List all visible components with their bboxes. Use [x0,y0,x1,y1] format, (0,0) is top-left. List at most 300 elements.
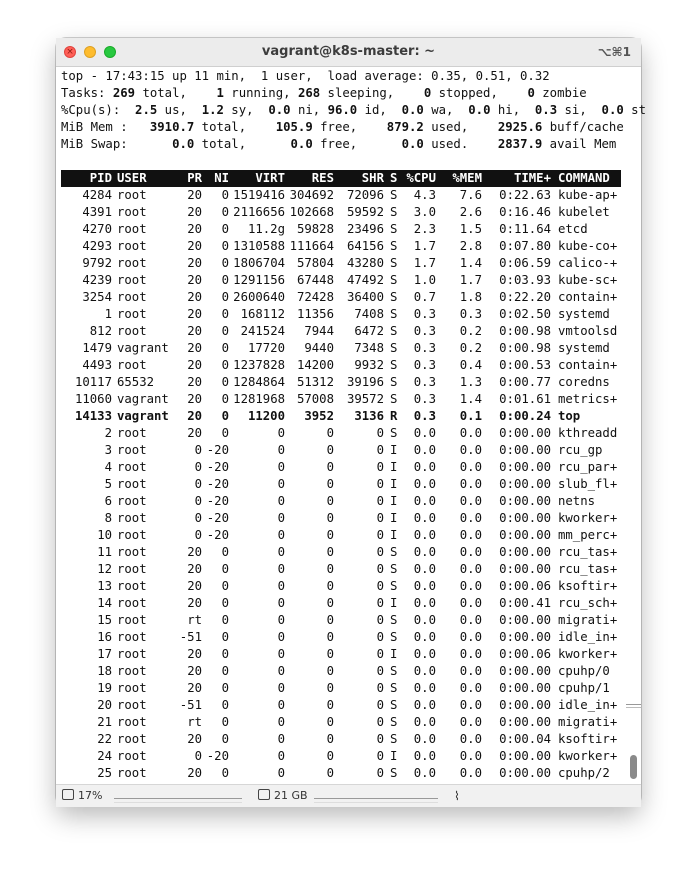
cell-virt: 0 [277,443,285,457]
cell-mem: 0.4 [459,358,482,372]
cell-cpu: 0.3 [413,392,436,406]
cell-pr: 0 [194,477,202,491]
cell-cpu: 0.3 [413,409,436,423]
cell-ni: 0 [221,562,229,576]
cell-virt: 0 [277,732,285,746]
cell-pr: -51 [179,630,202,644]
cell-time: 0:00.06 [499,647,551,661]
table-row [61,442,621,459]
cell-state: S [390,664,398,678]
cell-pid: 4284 [82,188,112,202]
cell-command: etcd [558,222,588,236]
scrollbar-thumb[interactable] [630,755,637,779]
cell-virt: 0 [277,596,285,610]
cell-pid: 18 [97,664,112,678]
cell-shr: 0 [376,528,384,542]
cell-user: root [117,732,147,746]
cell-user: root [117,443,147,457]
table-row [61,629,621,646]
cell-mem: 0.0 [459,528,482,542]
cell-pid: 14133 [74,409,112,423]
cell-command: contain+ [558,290,618,304]
cell-shr: 6472 [354,324,384,338]
cell-ni: 0 [221,766,229,780]
cell-res: 67448 [296,273,334,287]
cell-pid: 3254 [82,290,112,304]
cell-state: S [390,307,398,321]
cell-pid: 13 [97,579,112,593]
column-header-shr: SHR [361,171,384,185]
close-icon: × [66,47,74,57]
cell-user: root [117,494,147,508]
column-header-res: RES [311,171,334,185]
cell-user: root [117,715,147,729]
cell-user: root [117,613,147,627]
cell-shr: 0 [376,579,384,593]
cell-cpu: 0.0 [413,545,436,559]
cell-pid: 20 [97,698,112,712]
cell-ni: -20 [206,494,229,508]
cell-command: top [558,409,581,423]
cell-mem: 0.0 [459,613,482,627]
cell-ni: 0 [221,392,229,406]
cell-state: S [390,613,398,627]
column-header-pr: PR [187,171,202,185]
cell-mem: 0.1 [459,409,482,423]
table-row [61,408,621,425]
table-row [61,697,621,714]
cell-virt: 0 [277,698,285,712]
cell-time: 0:22.63 [499,188,551,202]
cell-mem: 1.5 [459,222,482,236]
cell-mem: 0.0 [459,596,482,610]
cell-pr: rt [187,715,202,729]
cell-state: S [390,426,398,440]
cell-shr: 0 [376,494,384,508]
cell-cpu: 1.7 [413,256,436,270]
cell-command: rcu_tas+ [558,562,618,576]
cell-command: migrati+ [558,613,618,627]
cell-pid: 19 [97,681,112,695]
cell-cpu: 0.0 [413,715,436,729]
cell-virt: 17720 [247,341,285,355]
cpu-chip-icon [62,789,74,800]
table-row [61,731,621,748]
cell-mem: 0.0 [459,698,482,712]
cell-state: I [390,477,398,491]
cell-time: 0:07.80 [499,239,551,253]
cell-mem: 0.0 [459,562,482,576]
cell-pid: 16 [97,630,112,644]
cell-pid: 812 [89,324,112,338]
cell-time: 0:00.77 [499,375,551,389]
cell-user: root [117,222,147,236]
cell-shr: 0 [376,613,384,627]
cell-pid: 22 [97,732,112,746]
cell-pid: 4493 [82,358,112,372]
cell-command: kube-ap+ [558,188,618,202]
cell-cpu: 0.0 [413,664,436,678]
cell-pr: 20 [187,324,202,338]
cell-pr: 20 [187,732,202,746]
table-row [61,476,621,493]
cell-time: 0:00.00 [499,664,551,678]
cell-pr: 20 [187,664,202,678]
cell-ni: -20 [206,511,229,525]
cell-virt: 168112 [240,307,285,321]
cell-pr: 20 [187,222,202,236]
table-row [61,561,621,578]
cell-pr: 0 [194,749,202,763]
cell-time: 0:00.00 [499,511,551,525]
cell-command: kworker+ [558,511,618,525]
cell-shr: 7348 [354,341,384,355]
cell-virt: 0 [277,562,285,576]
cell-cpu: 0.0 [413,630,436,644]
cell-pr: 20 [187,426,202,440]
cell-virt: 0 [277,681,285,695]
table-row [61,578,621,595]
cell-user: root [117,205,147,219]
cell-pid: 5 [104,477,112,491]
cell-res: 0 [326,426,334,440]
cell-user: root [117,749,147,763]
cell-time: 0:00.00 [499,426,551,440]
cell-user: root [117,256,147,270]
cell-pr: 20 [187,562,202,576]
table-row [61,646,621,663]
cell-virt: 2600640 [233,290,285,304]
cell-pr: 20 [187,307,202,321]
tab-shortcut: ⌥⌘1 [597,45,631,59]
cell-time: 0:00.00 [499,528,551,542]
cell-shr: 0 [376,596,384,610]
cell-mem: 0.0 [459,681,482,695]
cell-user: root [117,596,147,610]
table-row [61,527,621,544]
cell-ni: 0 [221,341,229,355]
cell-ni: -20 [206,460,229,474]
cell-mem: 0.0 [459,545,482,559]
cell-user: root [117,545,147,559]
status-bar [56,784,641,807]
cell-ni: 0 [221,596,229,610]
cell-mem: 0.2 [459,324,482,338]
cell-shr: 0 [376,630,384,644]
cell-mem: 0.0 [459,511,482,525]
cell-state: S [390,256,398,270]
cell-state: I [390,494,398,508]
cell-virt: 1519416 [233,188,285,202]
cell-res: 0 [326,528,334,542]
cell-ni: 0 [221,579,229,593]
cell-mem: 0.0 [459,647,482,661]
cell-virt: 0 [277,664,285,678]
cell-res: 0 [326,477,334,491]
cell-time: 0:22.20 [499,290,551,304]
cell-ni: 0 [221,732,229,746]
column-header-cpu: %CPU [406,171,436,185]
cell-res: 0 [326,681,334,695]
window-title: vagrant@k8s-master: ~ [261,44,436,59]
cell-time: 0:00.00 [499,477,551,491]
terminal-window [56,38,646,806]
cell-ni: -20 [206,477,229,491]
cell-ni: 0 [221,698,229,712]
memory-usage-bar [314,798,438,803]
cell-ni: -20 [206,443,229,457]
cell-time: 0:00.41 [499,596,551,610]
cell-time: 0:00.00 [499,494,551,508]
cell-pr: -51 [179,698,202,712]
cell-state: I [390,647,398,661]
cell-mem: 2.8 [459,239,482,253]
cell-user: root [117,698,147,712]
cell-command: ksoftir+ [558,579,618,593]
cell-user: root [117,460,147,474]
cell-res: 57008 [296,392,334,406]
cell-user: root [117,681,147,695]
cell-res: 51312 [296,375,334,389]
cell-command: netns [558,494,596,508]
cell-cpu: 2.3 [413,222,436,236]
cpu-usage-bar [114,798,242,803]
cell-time: 0:00.53 [499,358,551,372]
cell-command: mm_perc+ [558,528,618,542]
cell-virt: 2116656 [233,205,285,219]
cell-res: 0 [326,647,334,661]
cell-mem: 0.2 [459,341,482,355]
cell-user: root [117,562,147,576]
cell-state: I [390,511,398,525]
cell-command: contain+ [558,358,618,372]
cell-pr: 20 [187,205,202,219]
cell-mem: 7.6 [459,188,482,202]
cell-state: S [390,324,398,338]
cell-cpu: 0.3 [413,358,436,372]
cell-pr: 0 [194,494,202,508]
cell-pid: 8 [104,511,112,525]
cell-res: 0 [326,664,334,678]
cell-command: cpuhp/0 [558,664,610,678]
cell-mem: 0.0 [459,460,482,474]
cell-ni: -20 [206,528,229,542]
column-header-pid: PID [89,171,112,185]
cell-ni: 0 [221,375,229,389]
cell-pid: 11060 [74,392,112,406]
cell-virt: 1284864 [233,375,285,389]
column-header-ni: NI [214,171,229,185]
table-row [61,187,621,204]
cell-command: cpuhp/1 [558,681,610,695]
cell-user: root [117,647,147,661]
cell-user: root [117,307,147,321]
cell-pid: 4239 [82,273,112,287]
cell-virt: 0 [277,528,285,542]
cell-shr: 0 [376,749,384,763]
cell-res: 0 [326,511,334,525]
cell-command: rcu_sch+ [558,596,618,610]
cell-res: 72428 [296,290,334,304]
title-bar[interactable] [56,38,641,67]
cell-pr: 20 [187,596,202,610]
cell-time: 0:00.00 [499,681,551,695]
cell-ni: 0 [221,681,229,695]
cell-cpu: 0.3 [413,375,436,389]
cell-virt: 11200 [247,409,285,423]
cell-shr: 0 [376,732,384,746]
cell-mem: 0.0 [459,443,482,457]
cell-cpu: 0.0 [413,681,436,695]
cell-mem: 0.0 [459,766,482,780]
cell-ni: 0 [221,647,229,661]
cell-user: root [117,579,147,593]
cell-state: S [390,715,398,729]
table-row [61,374,621,391]
cell-virt: 0 [277,426,285,440]
table-row [61,425,621,442]
cell-command: kworker+ [558,647,618,661]
cell-res: 0 [326,596,334,610]
cell-pid: 24 [97,749,112,763]
cell-time: 0:00.00 [499,698,551,712]
cell-user: root [117,511,147,525]
cell-pr: 20 [187,239,202,253]
cell-mem: 0.0 [459,426,482,440]
cell-command: cpuhp/2 [558,766,610,780]
cell-pr: rt [187,613,202,627]
cell-time: 0:06.59 [499,256,551,270]
cell-command: coredns [558,375,610,389]
table-row [61,289,621,306]
cell-mem: 0.0 [459,664,482,678]
table-row [61,510,621,527]
terminal-content[interactable] [56,67,646,783]
cell-pr: 20 [187,188,202,202]
cell-time: 0:02.50 [499,307,551,321]
cell-res: 57804 [296,256,334,270]
cell-state: I [390,443,398,457]
cell-state: S [390,579,398,593]
cell-shr: 0 [376,715,384,729]
table-row [61,238,621,255]
cell-res: 0 [326,579,334,593]
cell-cpu: 0.0 [413,562,436,576]
cell-shr: 0 [376,511,384,525]
cell-ni: 0 [221,664,229,678]
cell-shr: 0 [376,766,384,780]
cell-state: S [390,630,398,644]
cell-user: root [117,188,147,202]
column-header-state: S [390,171,398,185]
cell-user: vagrant [117,409,169,423]
cell-time: 0:01.61 [499,392,551,406]
cell-res: 14200 [296,358,334,372]
cell-state: S [390,205,398,219]
cell-state: I [390,528,398,542]
scrollbar[interactable] [626,67,641,783]
cell-shr: 59592 [346,205,384,219]
cell-mem: 1.8 [459,290,482,304]
mem-line: MiB Mem : 3910.7 total, 105.9 free, 879.2 used, 2925.6 buff/cache [61,120,624,134]
cell-pid: 1 [104,307,112,321]
cell-pid: 10 [97,528,112,542]
cell-command: rcu_gp [558,443,603,457]
cell-res: 9440 [304,341,334,355]
cell-cpu: 3.0 [413,205,436,219]
cell-pr: 20 [187,579,202,593]
table-row [61,306,621,323]
cell-cpu: 4.3 [413,188,436,202]
cell-user: root [117,358,147,372]
cell-virt: 1310588 [233,239,285,253]
cell-shr: 47492 [346,273,384,287]
cpu-status [62,785,102,807]
table-row [61,204,621,221]
cell-mem: 0.0 [459,732,482,746]
cell-user: vagrant [117,392,169,406]
cell-mem: 0.3 [459,307,482,321]
cell-pr: 0 [194,460,202,474]
cell-res: 7944 [304,324,334,338]
cell-pid: 10117 [74,375,112,389]
cell-cpu: 0.0 [413,460,436,474]
cell-time: 0:00.00 [499,766,551,780]
cell-res: 11356 [296,307,334,321]
cell-state: I [390,749,398,763]
cell-state: R [390,409,398,423]
cell-pid: 12 [97,562,112,576]
table-row [61,544,621,561]
cell-shr: 64156 [346,239,384,253]
cell-ni: 0 [221,290,229,304]
cell-state: S [390,188,398,202]
top-uptime-line: top - 17:43:15 up 11 min, 1 user, load average: 0.35, 0.51, 0.32 [61,69,550,83]
cell-time: 0:11.64 [499,222,551,236]
cell-pid: 4293 [82,239,112,253]
cell-pid: 3 [104,443,112,457]
cell-state: S [390,698,398,712]
cell-state: S [390,766,398,780]
table-row [61,459,621,476]
cell-time: 0:00.00 [499,460,551,474]
cell-shr: 43280 [346,256,384,270]
cell-state: S [390,681,398,695]
table-row [61,391,621,408]
cell-pr: 0 [194,511,202,525]
cell-res: 0 [326,732,334,746]
cell-virt: 1806704 [233,256,285,270]
cell-shr: 0 [376,562,384,576]
cell-time: 0:00.04 [499,732,551,746]
cell-pr: 20 [187,409,202,423]
cell-virt: 0 [277,630,285,644]
cell-user: 65532 [117,375,155,389]
cell-state: S [390,392,398,406]
scroll-marker-secondary [626,707,641,708]
cell-pr: 20 [187,681,202,695]
cell-user: root [117,766,147,780]
cell-ni: 0 [221,273,229,287]
memory-status [258,785,308,807]
cell-time: 0:00.06 [499,579,551,593]
cell-state: S [390,239,398,253]
cell-ni: 0 [221,613,229,627]
cell-pr: 20 [187,273,202,287]
column-header-virt: VIRT [255,171,285,185]
cell-pid: 4391 [82,205,112,219]
cell-cpu: 0.0 [413,494,436,508]
